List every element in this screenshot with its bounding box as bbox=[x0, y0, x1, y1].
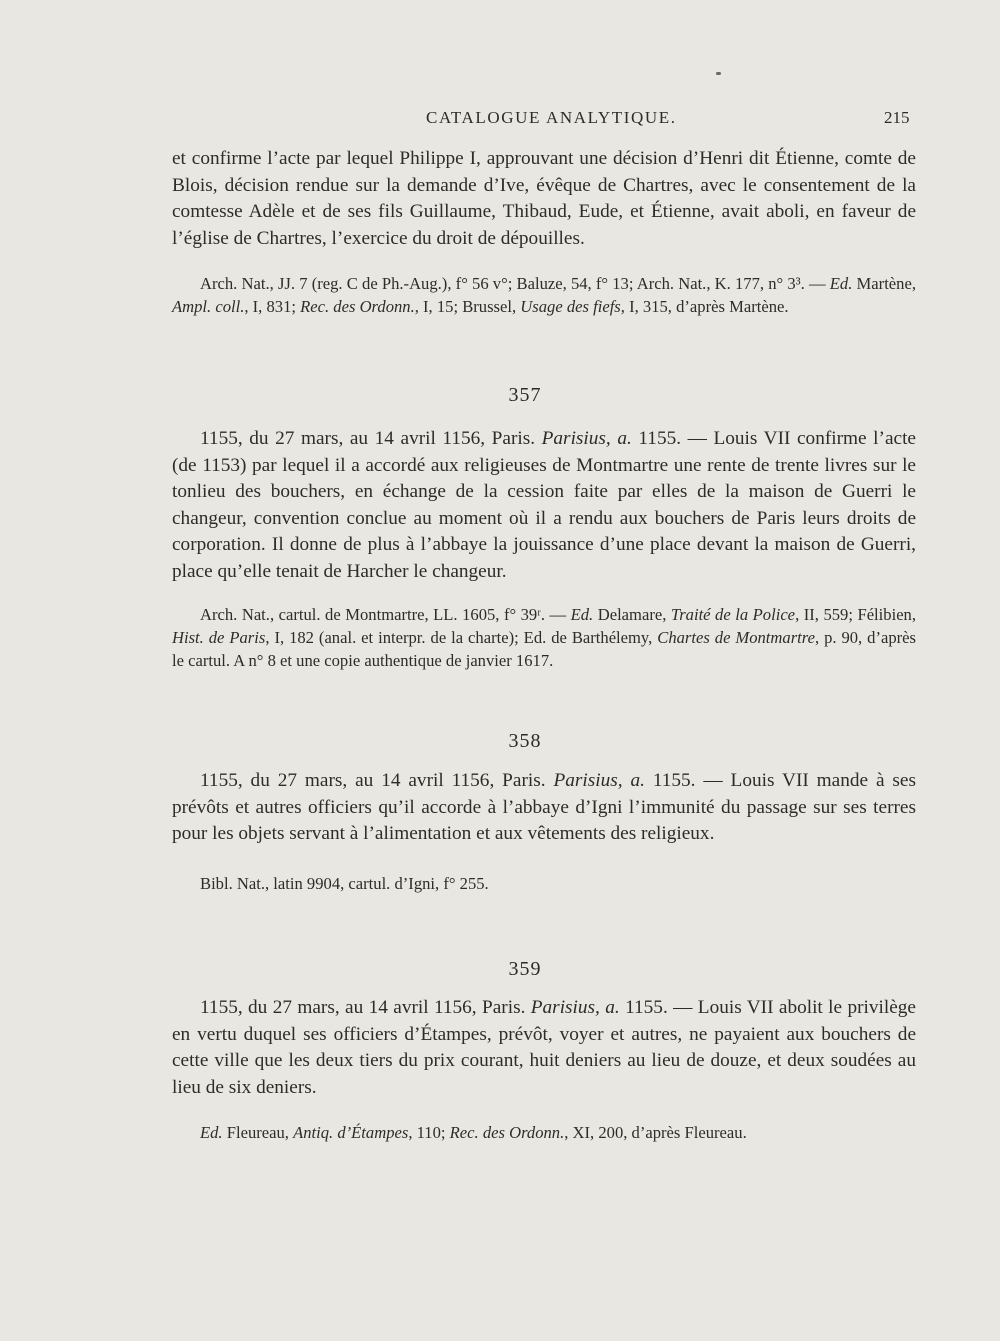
entry-357-number: 357 bbox=[508, 384, 542, 406]
source-text: Arch. Nat., JJ. 7 (reg. C de Ph.-Aug.), f° 56 v°; Baluze, 54, f° 13; Arch. Nat., K. 177, n° 3³. — bbox=[200, 274, 826, 293]
source-text: Martène, bbox=[852, 274, 916, 293]
source-text: , I, 831; bbox=[244, 297, 301, 316]
source-text: Delamare, bbox=[593, 605, 671, 624]
source-text: , p. 90, d’après le cartul. A n° 8 et une copie authentique de janvier 1617. bbox=[172, 628, 916, 670]
entry-body: — Louis VII abolit le privilège en vertu duquel ses officiers d’Étampes, prévôt, voyer et autres, ne payaient aux bouchers de cette ville que les deux tiers du prix courant, huit deniers au lieu de douze, et deux soudées au lieu de six deniers. bbox=[172, 997, 916, 1098]
source-italic: Ed. bbox=[200, 1123, 223, 1142]
entry-place: Parisius, a. bbox=[541, 428, 632, 449]
entry-357-text bbox=[172, 426, 916, 585]
entry-357-sources bbox=[172, 603, 916, 672]
entry-358-text bbox=[172, 768, 916, 848]
entry-year: 1155. bbox=[619, 997, 668, 1018]
entry-body: — Louis VII confirme l’acte (de 1153) par lequel il a accordé aux religieuses de Montmartre une rente de trente livres sur le tonlieu des bouchers, en échange de la cession faite par elles de la maison de Guerri le changeur, convention conclue au moment où il a rendu aux bouchers de Paris leurs droits de corporation. Il donne de plus à l’abbaye la jouissance d’une place devant la maison de Guerri, place qu’elle tenait de Harcher le changeur. bbox=[172, 428, 916, 582]
source-title: Ampl. coll. bbox=[172, 297, 245, 316]
source-text: , II, 559; Félibien, bbox=[795, 605, 916, 624]
source-title: Rec. des Ordonn. bbox=[300, 297, 415, 316]
source-text: Bibl. Nat., latin 9904, cartul. d’Igni, f° 255. bbox=[200, 874, 489, 893]
source-text: , I, 182 (anal. et interpr. de la charte); Ed. de Barthélemy, bbox=[265, 628, 658, 647]
source-title: Rec. des Ordonn. bbox=[449, 1123, 565, 1142]
entry-date: 1155, du 27 mars, au 14 avril 1156, Paris. bbox=[200, 997, 531, 1018]
ink-speck bbox=[716, 72, 721, 75]
source-italic: Ed. bbox=[829, 274, 853, 293]
entry-year: 1155. bbox=[644, 770, 696, 791]
entry-358-sources bbox=[172, 872, 916, 895]
page-number: 215 bbox=[884, 108, 910, 127]
entry-358-number: 358 bbox=[508, 730, 542, 752]
entry-date: 1155, du 27 mars, au 14 avril 1156, Paris. bbox=[200, 428, 542, 449]
entry-359-sources bbox=[172, 1121, 916, 1144]
source-title: Traité de la Police bbox=[670, 605, 796, 624]
source-title: Hist. de Paris bbox=[172, 628, 266, 647]
entry-year: 1155. bbox=[631, 428, 682, 449]
entry-356-text: et confirme l’acte par lequel Philippe I, approuvant une décision d’Henri dit Étienne, comte de Blois, décision rendue sur la demande d’Ive, évêque de Chartres, avec le consentement de la comtesse Adèle et de ses fils Guillaume, Thibaud, Eude, et Étienne, avait aboli, en faveur de l’église de Chartres, l’exercice du droit de dépouilles. bbox=[172, 148, 916, 249]
entry-place: Parisius, a. bbox=[553, 770, 645, 791]
source-text: , 110; bbox=[408, 1123, 450, 1142]
source-italic: Ed. bbox=[570, 605, 594, 624]
entry-date: 1155, du 27 mars, au 14 avril 1156, Paris. bbox=[200, 770, 554, 791]
source-text: Fleureau, bbox=[222, 1123, 294, 1142]
entry-356-sources bbox=[172, 272, 916, 318]
source-text: , I, 315, d’après Martène. bbox=[620, 297, 789, 316]
source-title: Antiq. d’Étampes bbox=[293, 1123, 409, 1142]
entry-place: Parisius, a. bbox=[530, 997, 620, 1018]
entry-359-text bbox=[172, 995, 916, 1101]
entry-body: — Louis VII mande à ses prévôts et autres officiers qu’il accorde à l’abbaye d’Igni l’immunité du passage sur ses terres pour les objets servant à l’alimentation et aux vêtements des religieux. bbox=[172, 770, 916, 844]
source-title: Usage des fiefs bbox=[520, 297, 621, 316]
running-head: CATALOGUE ANALYTIQUE. bbox=[426, 108, 677, 127]
entry-359-number: 359 bbox=[508, 958, 542, 980]
source-text: , XI, 200, d’après Fleureau. bbox=[564, 1123, 747, 1142]
source-text: , I, 15; Brussel, bbox=[414, 297, 521, 316]
source-title: Chartes de Montmartre bbox=[657, 628, 815, 647]
source-text: Arch. Nat., cartul. de Montmartre, LL. 1605, f° 39ʳ. — bbox=[200, 605, 571, 624]
